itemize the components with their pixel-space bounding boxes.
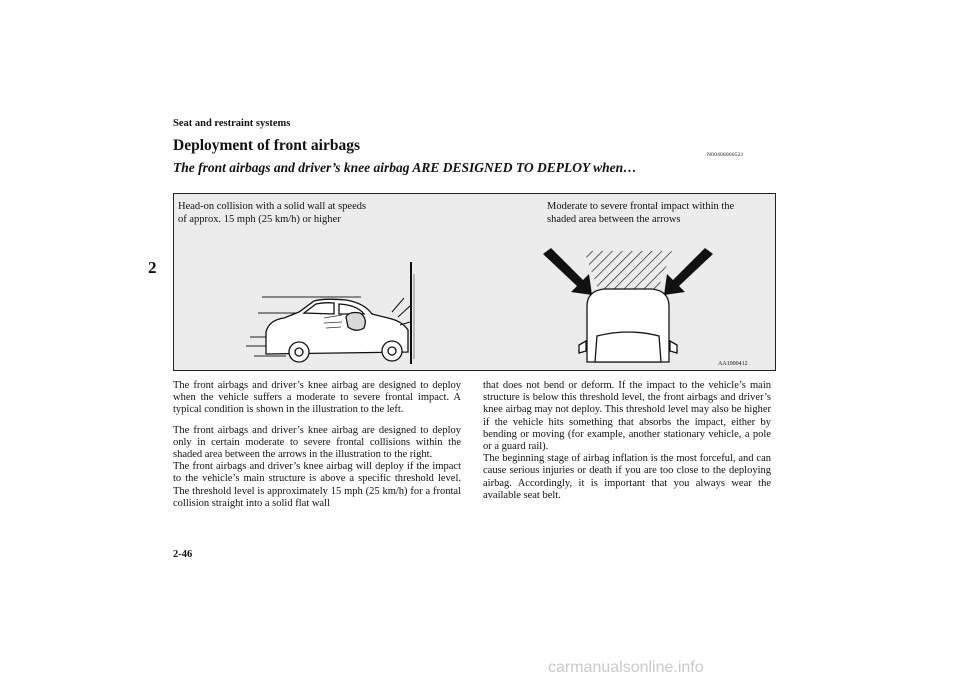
illustration-caption-right: Moderate to severe frontal impact within the shaded area between the arrows	[547, 201, 735, 225]
crashing-car-drawing	[266, 298, 410, 362]
reference-code: N00408000521	[707, 152, 744, 158]
chapter-number: 2	[148, 258, 157, 277]
paragraph: The front airbags and driver’s knee airbag are designed to deploy only in certain moderate to severe frontal collisions within the shaded area between the arrows in the illustration to the right.	[173, 424, 461, 461]
page-subtitle: The front airbags and driver’s knee airbag ARE DESIGNED TO DEPLOY when…	[173, 160, 637, 175]
illustration-caption-left: Head-on collision with a solid wall at speeds of approx. 15 mph (25 km/h) or higher	[178, 201, 367, 225]
solid-wall-drawing	[411, 262, 414, 364]
impact-arrow-left-icon	[543, 248, 592, 295]
image-code: AA1000412	[718, 361, 748, 367]
paragraph: The front airbags and driver’s knee airbag will deploy if the impact to the vehicle’s main structure is above a specific threshold level. The threshold level is approximately 15 mph (25 km/h) for a frontal collision straight into a solid flat wall	[173, 461, 461, 509]
paragraph: that does not bend or deform. If the impact to the vehicle’s main structure is below this threshold level, the front airbags and driver’s knee airbag may not deploy. This threshold level may also be higher if the vehicle hits something that absorbs the impact, either by bending or moving (for example, another stationary vehicle, a pole or a guard rail).	[483, 380, 771, 453]
paragraph: The front airbags and driver’s knee airbag are designed to deploy when the vehicle suffers a moderate to severe frontal impact. A typical condition is shown in the illustration to the left.	[173, 380, 461, 416]
shaded-impact-zone	[584, 251, 672, 289]
page-number: 2-46	[173, 549, 193, 560]
paragraph: The beginning stage of airbag inflation is the most forceful, and can cause serious injuries or death if you are too close to the deploying airbag. Accordingly, it is important that you always wear the available seat belt.	[483, 453, 771, 501]
vehicle-top-view-drawing	[579, 289, 677, 362]
watermark-link[interactable]: carmanualsonline.info	[548, 659, 704, 676]
body-column-left	[173, 380, 461, 510]
section-header: Seat and restraint systems	[173, 118, 291, 129]
chapter-tab	[0, 0, 128, 678]
impact-arrow-right-icon	[664, 248, 713, 295]
page-title: Deployment of front airbags	[173, 137, 360, 154]
body-column-right	[483, 380, 771, 502]
